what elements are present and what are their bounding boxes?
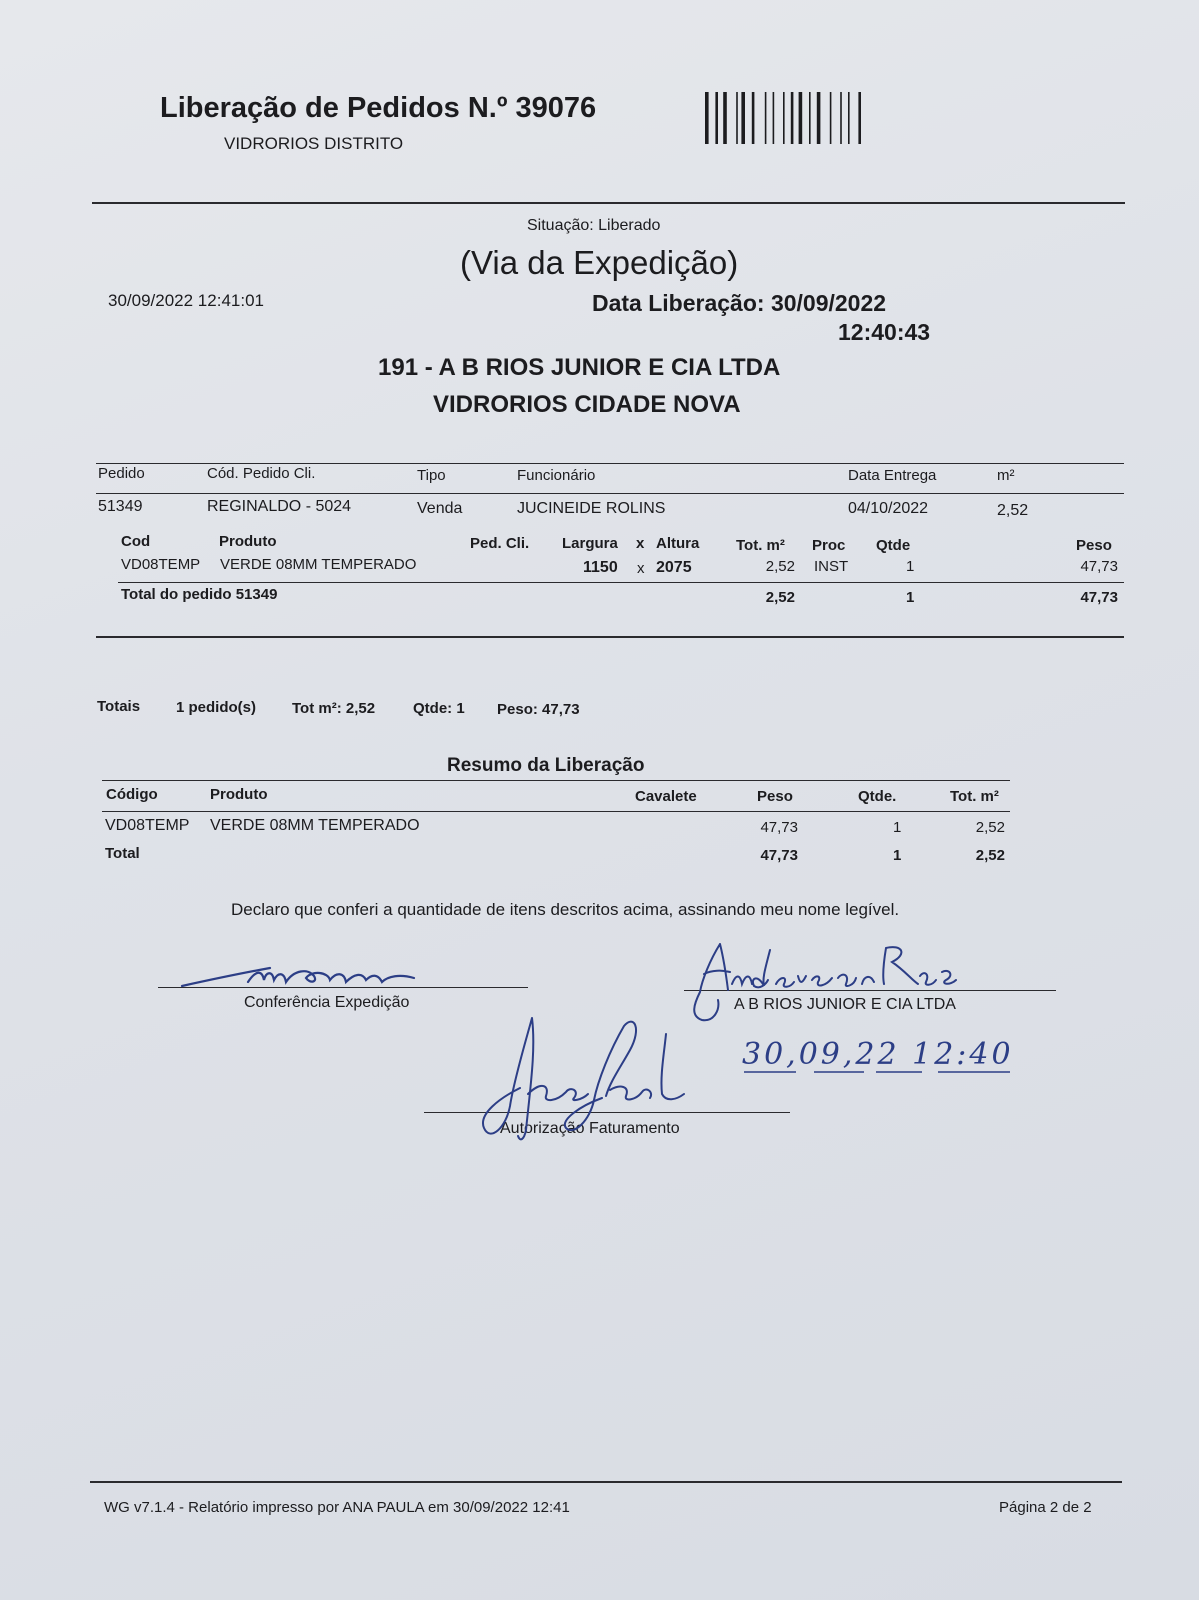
store-name: VIDRORIOS CIDADE NOVA [433, 391, 741, 418]
barcode-bar [840, 92, 842, 144]
summary-header-qtde: Qtde. [858, 788, 897, 805]
summary-title: Resumo da Liberação [447, 755, 645, 776]
print-datetime: 30/09/2022 12:41:01 [108, 291, 264, 310]
item-header-tot-m2: Tot. m² [736, 537, 785, 554]
item-header-ped-cli: Ped. Cli. [470, 535, 530, 552]
signature-label-autorizacao: Autorização Faturamento [500, 1120, 680, 1137]
col-header-m2: m² [997, 467, 1015, 484]
footer-divider [90, 1481, 1122, 1483]
order-total-peso: 47,73 [1080, 589, 1118, 606]
cell-tipo: Venda [417, 500, 463, 517]
barcode-bar [736, 92, 738, 144]
handwritten-signature-conferencia [178, 958, 438, 992]
cell-cod-pedido-cli: REGINALDO - 5024 [207, 498, 352, 515]
customer-name: 191 - A B RIOS JUNIOR E CIA LTDA [378, 354, 781, 381]
summary-top-line [102, 780, 1010, 781]
summary-header-codigo: Código [106, 786, 158, 803]
summary-header-underline [102, 811, 1010, 812]
barcode-bar [799, 92, 803, 144]
summary-header-cavalete: Cavalete [635, 788, 697, 805]
barcode-bar [848, 92, 850, 144]
handwritten-signature-autorizacao [470, 1010, 710, 1150]
barcode-bar [858, 92, 861, 144]
signature-label-conferencia: Conferência Expedição [244, 994, 410, 1011]
footer-page-number: Página 2 de 2 [999, 1499, 1092, 1516]
item-total-line [118, 582, 1124, 583]
summary-total-qtde: 1 [893, 847, 902, 864]
company-subtitle: VIDRORIOS DISTRITO [224, 134, 404, 153]
barcode [705, 92, 885, 144]
totals-label: Totais [97, 698, 141, 715]
item-header-largura: Largura [562, 535, 618, 552]
item-produto: VERDE 08MM TEMPERADO [220, 556, 417, 573]
summary-qtde: 1 [893, 819, 902, 836]
col-header-cod-pedido-cli: Cód. Pedido Cli. [207, 465, 316, 482]
totals-qtde: Qtde: 1 [413, 700, 465, 717]
release-time: 12:40:43 [838, 319, 931, 345]
col-header-tipo: Tipo [417, 467, 446, 484]
copy-designation: (Via da Expedição) [460, 244, 739, 281]
item-tot-m2: 2,52 [765, 558, 795, 575]
barcode-bar [809, 92, 811, 144]
barcode-bar [817, 92, 821, 144]
item-largura: 1150 [583, 559, 618, 576]
summary-tot-m2: 2,52 [975, 819, 1005, 836]
document-title: Liberação de Pedidos N.º 39076 [160, 92, 597, 124]
footer-printed-by: WG v7.1.4 - Relatório impresso por ANA PAULA em 30/09/2022 12:41 [104, 1499, 570, 1516]
barcode-bar [741, 92, 745, 144]
barcode-bar [752, 92, 755, 144]
barcode-bar [791, 92, 794, 144]
item-cod: VD08TEMP [121, 556, 201, 573]
barcode-bar [723, 92, 727, 144]
summary-peso: 47,73 [760, 819, 798, 836]
cell-pedido: 51349 [98, 498, 143, 515]
handwritten-date-underlines [740, 1070, 1030, 1076]
item-x: x [637, 560, 645, 577]
order-total-qtde: 1 [906, 589, 915, 606]
totals-pedidos: 1 pedido(s) [176, 699, 257, 716]
barcode-bar [765, 92, 767, 144]
summary-total-label: Total [105, 845, 140, 862]
col-header-funcionario: Funcionário [517, 467, 596, 484]
summary-header-peso: Peso [757, 788, 793, 805]
cell-data-entrega: 04/10/2022 [848, 500, 929, 517]
col-header-pedido: Pedido [98, 465, 145, 482]
item-altura: 2075 [656, 559, 692, 576]
totals-m2: Tot m²: 2,52 [292, 700, 376, 717]
barcode-bar [705, 92, 709, 144]
situation-status: Situação: Liberado [527, 217, 661, 234]
totals-peso: Peso: 47,73 [497, 701, 580, 718]
barcode-bar [830, 92, 832, 144]
cell-m2: 2,52 [997, 502, 1029, 519]
cell-funcionario: JUCINEIDE ROLINS [517, 500, 666, 517]
item-header-proc: Proc [812, 537, 846, 554]
item-proc: INST [814, 558, 849, 575]
handwritten-date: 30,09,22 12:40 [742, 1037, 1014, 1072]
declaration-text [231, 900, 899, 920]
item-qtde: 1 [906, 558, 915, 575]
declaration-line: Declaro que conferi a quantidade de itens descritos acima, assinando meu nome legível. [231, 900, 900, 919]
order-total-label: Total do pedido 51349 [121, 586, 278, 603]
item-header-produto: Produto [219, 533, 277, 550]
summary-header-tot-m2: Tot. m² [950, 788, 999, 805]
item-header-qtde: Qtde [876, 537, 911, 554]
col-header-data-entrega: Data Entrega [848, 467, 937, 484]
item-header-peso: Peso [1076, 537, 1112, 554]
release-date: Data Liberação: 30/09/2022 [592, 290, 887, 316]
table-top-line [96, 463, 1124, 464]
handwritten-signature-cliente [680, 940, 970, 1024]
item-header-cod: Cod [121, 533, 151, 550]
summary-header-produto: Produto [210, 786, 268, 803]
item-header-altura: Altura [656, 535, 700, 552]
barcode-bar [783, 92, 785, 144]
header-divider [92, 202, 1125, 204]
header-underline [96, 493, 1124, 494]
summary-codigo: VD08TEMP [105, 817, 190, 834]
summary-total-tot-m2: 2,52 [975, 847, 1005, 864]
table-bottom-line [96, 636, 1124, 638]
item-peso: 47,73 [1080, 558, 1118, 575]
summary-produto: VERDE 08MM TEMPERADO [210, 817, 420, 834]
barcode-bar [773, 92, 775, 144]
item-header-x: x [636, 535, 645, 552]
barcode-bar [715, 92, 718, 144]
summary-total-peso: 47,73 [760, 847, 798, 864]
order-total-m2: 2,52 [765, 589, 795, 606]
signature-label-cliente: A B RIOS JUNIOR E CIA LTDA [734, 996, 956, 1013]
